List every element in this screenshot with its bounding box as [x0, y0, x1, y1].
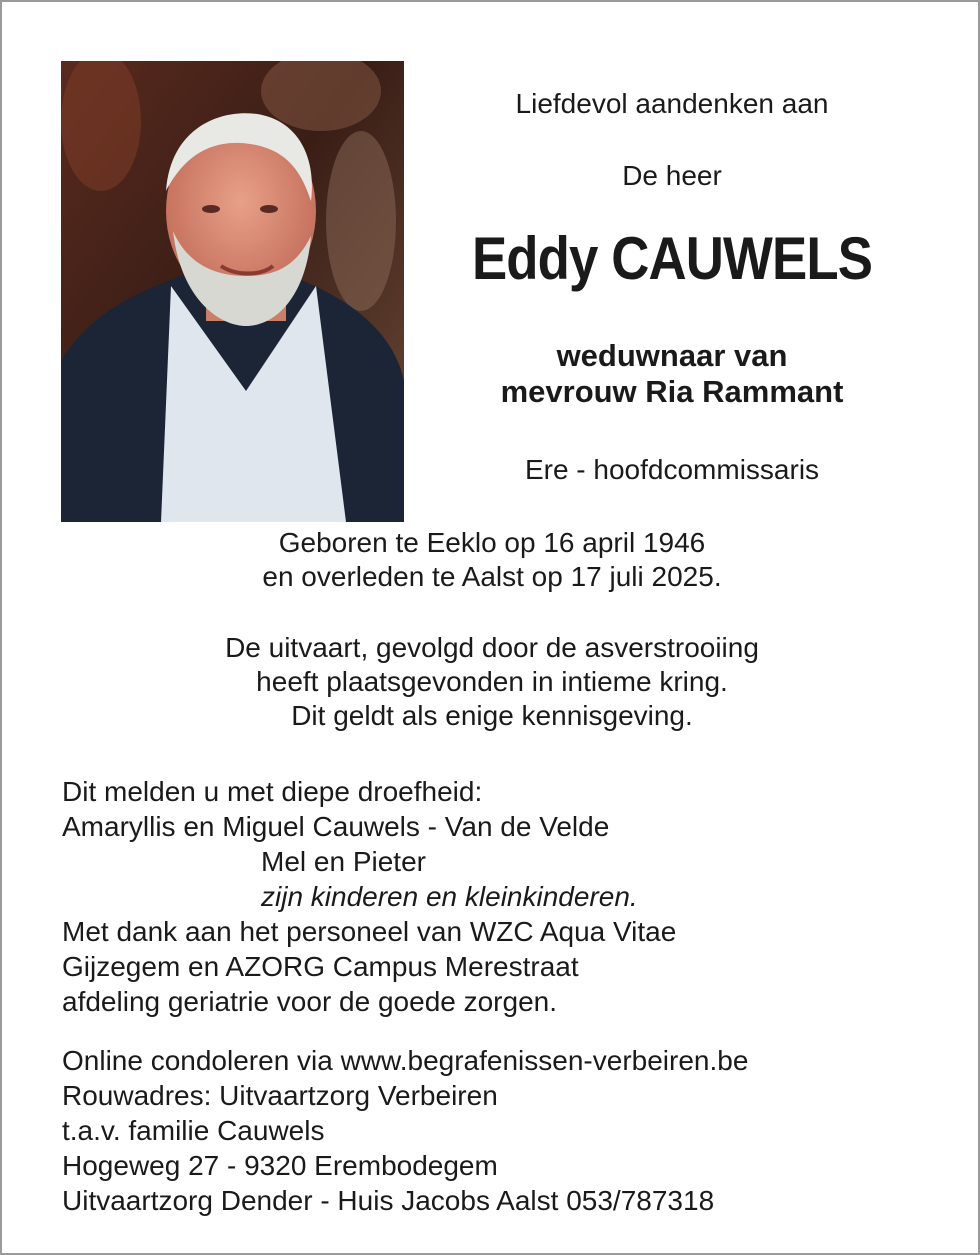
thanks-line: Gijzegem en AZORG Campus Merestraat	[62, 951, 579, 982]
condolence-link[interactable]: Online condoleren via www.begrafenissen-verbeiren.be	[62, 1045, 749, 1076]
children-names: Amaryllis en Miguel Cauwels - Van de Velde	[62, 811, 610, 842]
contact-section	[62, 1043, 942, 1218]
funeral-line: heeft plaatsgevonden in intieme kring.	[256, 666, 728, 697]
contact-line: Hogeweg 27 - 9320 Erembodegem	[62, 1150, 498, 1181]
contact-line: Rouwadres: Uitvaartzorg Verbeiren	[62, 1080, 498, 1111]
rank-title: Ere - hoofdcommissaris	[524, 454, 820, 485]
widower-of	[422, 338, 922, 410]
thanks-line: Met dank aan het personeel van WZC Aqua Vitae	[62, 916, 677, 947]
contact-line: t.a.v. familie Cauwels	[62, 1115, 325, 1146]
family-intro: Dit melden u met diepe droefheid:	[62, 776, 483, 807]
date-line: en overleden te Aalst op 17 juli 2025.	[262, 561, 722, 592]
grandchildren-names: Mel en Pieter	[261, 846, 426, 877]
deceased-name: Eddy CAUWELS	[471, 225, 873, 292]
widow-line-1: weduwnaar van	[556, 338, 788, 373]
funeral-line: De uitvaart, gevolgd door de asverstrooiing	[225, 632, 759, 663]
widow-line-2: mevrouw Ria Rammant	[500, 374, 844, 409]
honorific: De heer	[622, 160, 722, 191]
portrait-photo	[61, 61, 404, 522]
funeral-line: Dit geldt als enige kennisgeving.	[291, 700, 693, 731]
date-line: Geboren te Eeklo op 16 april 1946	[278, 527, 706, 558]
thanks-line: afdeling geriatrie voor de goede zorgen.	[62, 986, 558, 1017]
funeral-info	[2, 631, 980, 733]
intro-text: Liefdevol aandenken aan	[515, 88, 829, 119]
relation-caption: zijn kinderen en kleinkinderen.	[261, 881, 638, 912]
birth-death-dates	[2, 526, 980, 594]
contact-line: Uitvaartzorg Dender - Huis Jacobs Aalst 053/787318	[62, 1185, 715, 1216]
family-section	[62, 774, 942, 1019]
